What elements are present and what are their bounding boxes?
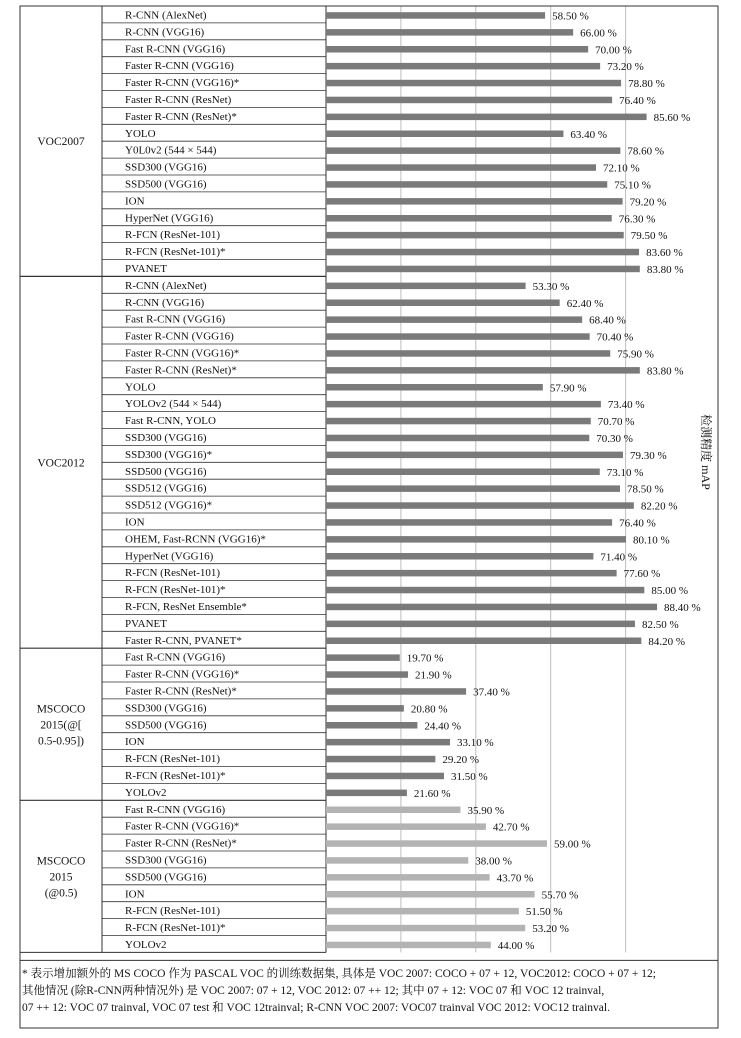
map-bar — [326, 46, 588, 53]
map-bar — [326, 131, 563, 138]
footnote-line-1: * 表示增加额外的 MS COCO 作为 PASCAL VOC 的训练数据集, 具体是 VOC 2007: COCO + 07 + 12, VOC2012: COCO + 07 + 12; — [22, 968, 656, 980]
map-bar — [326, 63, 600, 70]
method-label: Y0L0v2 (544 × 544) — [125, 144, 217, 157]
value-label: 70.30 % — [596, 432, 633, 445]
map-bar — [326, 198, 623, 205]
method-label: PVANET — [125, 262, 167, 275]
map-bar — [326, 164, 596, 171]
method-label: R-CNN (VGG16) — [125, 296, 205, 309]
map-bar — [326, 519, 612, 526]
map-bar — [326, 790, 407, 797]
method-label: Faster R-CNN (VGG16)* — [125, 347, 240, 360]
dataset-label: VOC2012 — [37, 457, 85, 470]
method-label: YOLO — [125, 381, 156, 394]
value-label: 21.60 % — [413, 787, 451, 800]
dataset-label: MSCOCO — [36, 703, 86, 716]
value-label: 20.80 % — [410, 703, 448, 716]
value-label: 57.90 % — [549, 382, 587, 395]
method-label: ION — [125, 888, 145, 901]
method-label: SSD500 (VGG16) — [125, 871, 207, 884]
value-label: 33.10 % — [456, 737, 494, 750]
method-label: YOLOv2 (544 × 544) — [125, 398, 222, 411]
value-label: 53.30 % — [532, 280, 570, 293]
value-label: 55.70 % — [541, 889, 579, 902]
method-label: SSD300 (VGG16) — [125, 431, 207, 444]
map-bar — [326, 621, 635, 628]
value-label: 77.60 % — [623, 568, 661, 581]
map-bar — [326, 502, 634, 509]
dataset-label: 2015 — [49, 871, 73, 884]
map-bar — [326, 671, 408, 678]
value-label: 21.90 % — [415, 669, 452, 682]
method-label: ION — [125, 516, 145, 529]
map-bar — [326, 147, 620, 154]
method-label: YOLOv2 — [125, 938, 167, 951]
map-bar — [326, 756, 435, 763]
value-label: 75.90 % — [617, 348, 654, 361]
map-bar — [326, 688, 466, 695]
map-bar — [326, 300, 560, 307]
value-label: 37.40 % — [473, 686, 510, 699]
value-label: 79.20 % — [629, 196, 667, 209]
method-label: Faster R-CNN (VGG16) — [125, 330, 234, 343]
dataset-label: VOC2007 — [37, 136, 85, 149]
value-label: 72.10 % — [603, 162, 640, 175]
dataset-label: 2015(@[ — [40, 719, 82, 732]
map-bar — [326, 823, 486, 830]
dataset-label: (@0.5) — [44, 887, 78, 900]
map-bar — [326, 587, 644, 594]
map-bar — [326, 452, 623, 459]
map-bar — [326, 350, 610, 357]
map-bar — [326, 925, 525, 932]
map-bar — [326, 29, 573, 35]
value-label: 63.40 % — [570, 128, 608, 141]
value-label: 70.00 % — [595, 44, 632, 57]
method-label: SSD300 (VGG16) — [125, 854, 207, 867]
footnote-line-2: 其他情况 (除R-CNN两种情况外) 是 VOC 2007: 07 + 12, VOC 2012: 07 ++ 12; 其中 07 + 12: VOC 07 和 VOC 12 trainval, — [22, 985, 605, 997]
map-bar — [326, 181, 607, 188]
footnote-line-3: 07 ++ 12: VOC 07 trainval, VOC 07 test 和 VOC 12trainval; R-CNN VOC 2007: VOC07 trainval VOC 2012: VOC12 trainval. — [22, 1002, 610, 1014]
method-label: Fast R-CNN, YOLO — [125, 415, 216, 428]
method-label: R-FCN, ResNet Ensemble* — [125, 600, 247, 613]
value-label: 82.50 % — [641, 618, 679, 631]
method-label: Faster R-CNN (ResNet) — [125, 93, 232, 106]
map-bar — [326, 249, 639, 256]
method-label: SSD500 (VGG16) — [125, 465, 207, 478]
value-label: 59.00 % — [553, 838, 591, 851]
method-label: SSD512 (VGG16) — [125, 482, 207, 495]
value-label: 73.10 % — [606, 466, 644, 479]
map-bar — [326, 283, 526, 290]
value-label: 35.90 % — [467, 804, 505, 817]
map-bar — [326, 266, 640, 273]
value-label: 31.50 % — [450, 770, 488, 783]
method-label: HyperNet (VGG16) — [125, 550, 214, 563]
map-bar — [326, 97, 612, 104]
value-label: 80.10 % — [632, 534, 670, 547]
method-label: SSD500 (VGG16) — [125, 719, 207, 732]
map-bar — [326, 485, 620, 492]
map-bar — [326, 807, 460, 814]
dataset-label: MSCOCO — [36, 855, 86, 868]
map-bar — [326, 638, 641, 645]
method-label: R-FCN (ResNet-101)* — [125, 769, 226, 782]
map-bar — [326, 316, 582, 323]
method-label: R-FCN (ResNet-101) — [125, 567, 221, 580]
value-label: 38.00 % — [475, 855, 512, 868]
value-label: 76.30 % — [618, 213, 656, 226]
map-bar — [326, 536, 626, 543]
method-label: R-FCN (ResNet-101) — [125, 753, 221, 766]
method-label: ION — [125, 195, 145, 208]
method-label: Fast R-CNN (VGG16) — [125, 651, 226, 664]
value-label: 73.40 % — [607, 399, 645, 412]
method-label: Faster R-CNN (ResNet)* — [125, 110, 237, 123]
method-label: ION — [125, 736, 145, 749]
method-label: R-FCN (ResNet-101) — [125, 905, 221, 918]
map-bar — [326, 333, 590, 340]
map-bar — [326, 705, 404, 712]
value-label: 29.20 % — [442, 754, 480, 767]
map-bar — [326, 857, 468, 864]
map-bar — [326, 215, 612, 222]
method-label: YOLOv2 — [125, 786, 167, 799]
value-label: 79.30 % — [629, 449, 667, 462]
value-label: 83.80 % — [646, 263, 684, 276]
method-label: Faster R-CNN (ResNet)* — [125, 685, 237, 698]
method-label: Faster R-CNN (ResNet)* — [125, 837, 237, 850]
method-label: R-FCN (ResNet-101)* — [125, 922, 226, 935]
method-label: Fast R-CNN (VGG16) — [125, 313, 226, 326]
value-label: 84.20 % — [648, 635, 686, 648]
map-bar — [326, 874, 490, 881]
method-label: HyperNet (VGG16) — [125, 212, 214, 225]
map-bar — [326, 553, 593, 560]
method-label: Faster R-CNN (VGG16)* — [125, 77, 240, 90]
value-label: 53.20 % — [532, 923, 569, 936]
value-label: 58.50 % — [552, 10, 589, 23]
method-label: Fast R-CNN (VGG16) — [125, 43, 226, 56]
method-label: Faster R-CNN (VGG16)* — [125, 820, 240, 833]
map-bar — [326, 908, 519, 915]
value-label: 83.80 % — [646, 365, 684, 378]
value-label: 82.20 % — [640, 500, 678, 513]
method-label: Faster R-CNN (VGG16) — [125, 60, 234, 73]
method-label: R-FCN (ResNet-101) — [125, 229, 221, 242]
method-label: YOLO — [125, 127, 156, 140]
map-bar — [326, 114, 647, 121]
footnote — [22, 966, 720, 1017]
dataset-label: 0.5-0.95]) — [38, 735, 84, 748]
map-bar — [326, 773, 444, 780]
map-bar — [326, 604, 657, 611]
value-label: 19.70 % — [406, 652, 444, 665]
map-bar — [326, 232, 624, 239]
value-label: 24.40 % — [424, 720, 462, 733]
method-label: SSD500 (VGG16) — [125, 178, 207, 191]
value-label: 51.50 % — [525, 906, 563, 919]
method-label: PVANET — [125, 617, 167, 630]
map-bar — [326, 739, 450, 746]
value-label: 88.40 % — [664, 601, 701, 614]
method-label: Faster R-CNN, PVANET* — [125, 634, 242, 647]
value-label: 70.70 % — [597, 416, 635, 429]
axis-label: 检测精度 mAP — [699, 414, 713, 490]
map-bar — [326, 891, 535, 898]
value-label: 78.60 % — [627, 145, 665, 158]
map-bar — [326, 840, 547, 847]
map-bar — [326, 367, 640, 374]
value-label: 73.20 % — [607, 61, 644, 74]
method-label: Faster R-CNN (ResNet)* — [125, 364, 237, 377]
method-label: R-FCN (ResNet-101)* — [125, 584, 226, 597]
map-bar — [326, 401, 601, 408]
map-bar — [326, 654, 400, 661]
method-label: SSD300 (VGG16) — [125, 161, 207, 174]
value-label: 43.70 % — [496, 872, 534, 885]
value-label: 78.80 % — [628, 78, 665, 91]
value-label: 44.00 % — [497, 939, 535, 952]
map-bar — [326, 80, 621, 87]
value-label: 42.70 % — [492, 821, 530, 834]
method-label: R-CNN (AlexNet) — [125, 279, 207, 292]
value-label: 78.50 % — [626, 483, 664, 496]
value-label: 79.50 % — [630, 230, 668, 243]
value-label: 62.40 % — [566, 297, 604, 310]
value-label: 68.40 % — [589, 314, 626, 327]
method-label: SSD512 (VGG16)* — [125, 499, 213, 512]
method-label: Fast R-CNN (VGG16) — [125, 803, 226, 816]
map-bar — [326, 722, 417, 729]
value-label: 70.40 % — [596, 331, 634, 344]
value-label: 85.60 % — [653, 111, 691, 124]
value-label: 85.00 % — [651, 585, 688, 598]
value-label: 75.10 % — [614, 179, 651, 192]
map-bar — [326, 384, 543, 391]
value-label: 83.60 % — [646, 247, 683, 260]
value-label: 76.40 % — [619, 94, 656, 107]
method-label: SSD300 (VGG16) — [125, 702, 207, 715]
map-bar — [326, 418, 591, 425]
map-bar — [326, 570, 617, 577]
method-label: Faster R-CNN (VGG16)* — [125, 668, 240, 681]
map-bar — [326, 435, 589, 442]
method-label: R-CNN (VGG16) — [125, 26, 205, 39]
value-label: 76.40 % — [619, 517, 656, 530]
value-label: 71.40 % — [600, 551, 638, 564]
method-label: SSD300 (VGG16)* — [125, 448, 213, 461]
method-label: R-CNN (AlexNet) — [125, 9, 207, 22]
method-label: OHEM, Fast-RCNN (VGG16)* — [125, 533, 266, 546]
map-bar — [326, 12, 545, 19]
value-label: 66.00 % — [580, 27, 617, 40]
map-bar — [326, 469, 600, 476]
map-bar — [326, 942, 491, 949]
method-label: R-FCN (ResNet-101)* — [125, 246, 226, 259]
